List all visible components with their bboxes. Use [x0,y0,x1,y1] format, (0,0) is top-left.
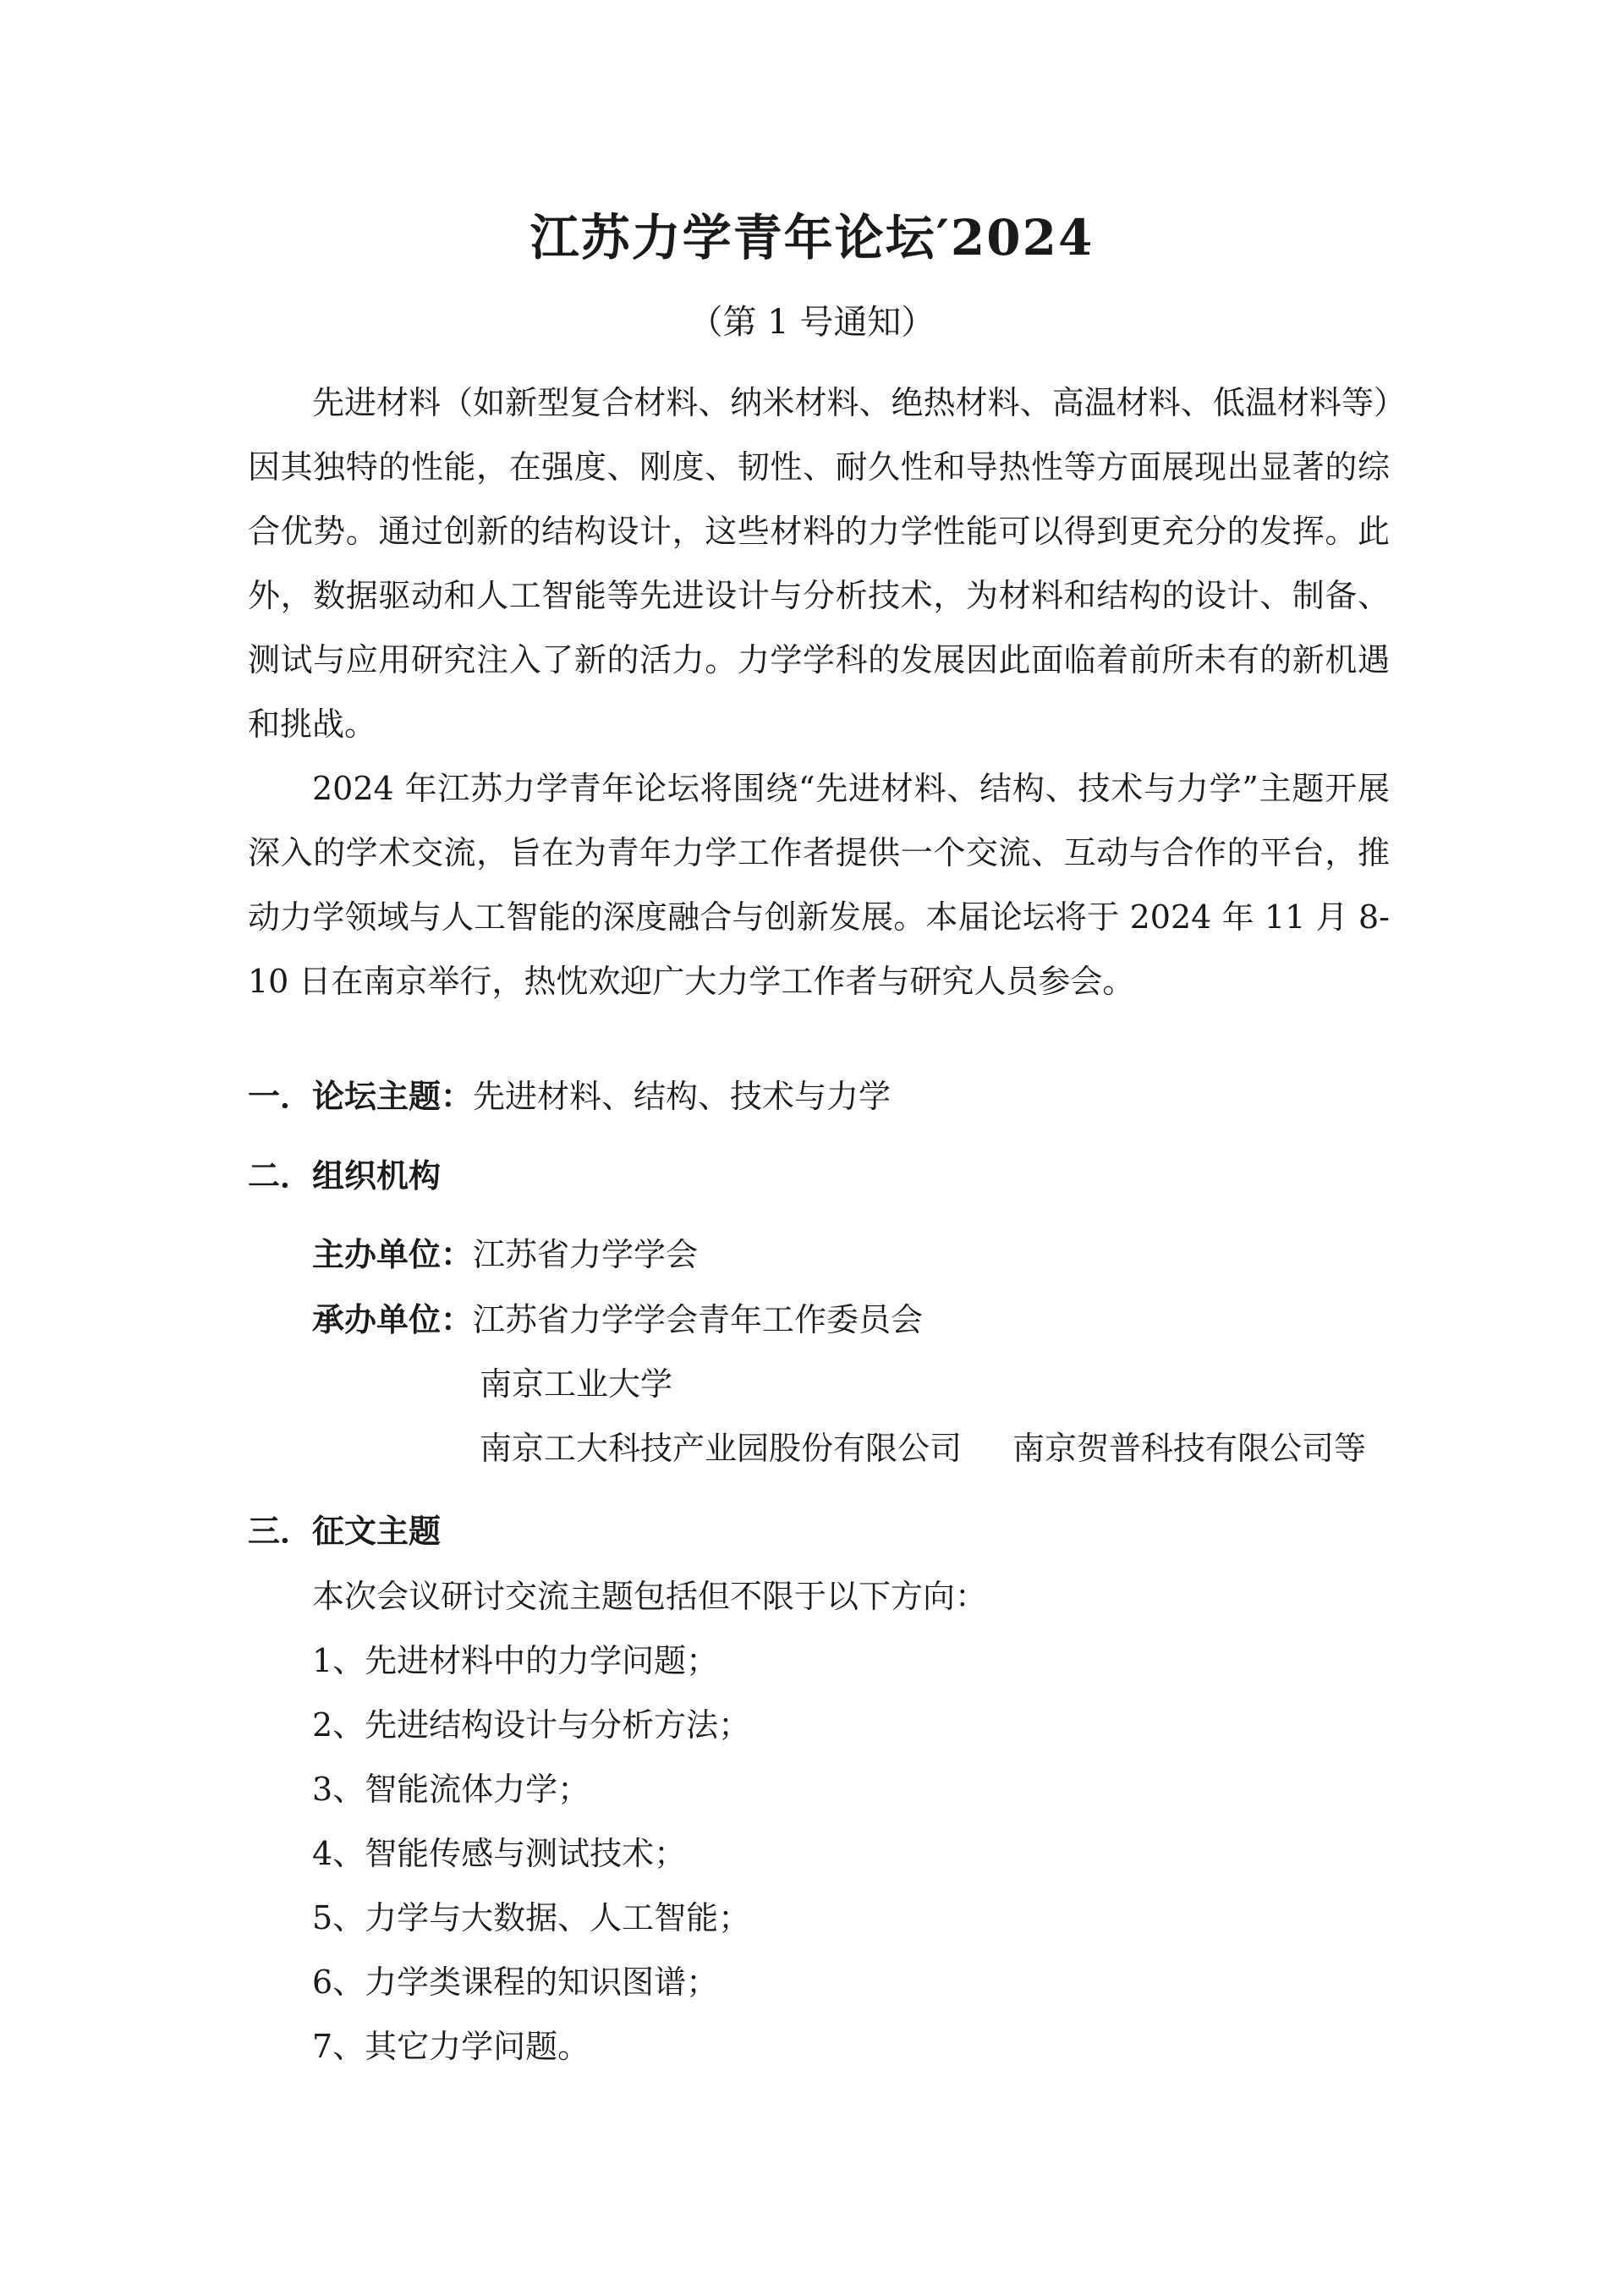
host-unit-value: 江苏省力学学会 [473,1236,699,1273]
list-item: 4、智能传感与测试技术； [312,1835,687,1872]
paper-topics-intro: 本次会议研讨交流主题包括但不限于以下方向： [312,1578,988,1615]
organizer-unit-value: 南京贺普科技有限公司等 [1012,1430,1367,1467]
list-item: 3、智能流体力学； [312,1771,590,1808]
organizer-unit-value: 南京工业大学 [480,1365,673,1403]
section-number: 一． [248,1077,313,1115]
document-subtitle: （第 1 号通知） [689,303,935,342]
organizer-unit-value: 江苏省力学学会青年工作委员会 [473,1301,924,1338]
intro-paragraph-1: 先进材料（如新型复合材料、纳米材料、绝热材料、高温材料、低温材料等）因其独特的性能，在强度、刚度、韧性、耐久性和导热性等方面展现出显著的综合优势。通过创新的结构设计，这些材料的力学性能可以得到更充分的发挥。此外，数据驱动和人工智能等先进设计与分析技术，为材料和结构的设计、制备、测试与应用研究注入了新的活力。力学学科的发展因此面临着前所未有的新机遇和挑战。 [248,384,1390,743]
section-heading: 论坛主题： [312,1077,474,1115]
list-item: 5、力学与大数据、人工智能； [312,1899,751,1936]
list-item: 7、其它力学问题。 [312,2028,590,2065]
list-item: 6、力学类课程的知识图谱； [312,1964,719,2001]
section-number: 二． [248,1156,313,1195]
organizer-unit-label: 承办单位： [312,1300,474,1338]
organizer-unit-row [312,1288,923,1352]
organizer-unit-row [480,1352,672,1416]
section-organization [248,1144,441,1208]
section-heading: 征文主题 [312,1512,442,1550]
section-forum-theme [248,1064,891,1129]
section-paper-topics [248,1499,441,1563]
intro-paragraph-2: 2024 年江苏力学青年论坛将围绕“先进材料、结构、技术与力学”主题开展深入的学术交流，旨在为青年力学工作者提供一个交流、互动与合作的平台，推动力学领域与人工智能的深度融合与创新发展。本届论坛将于 2024 年 11 月 8-10 日在南京举行，热忱欢迎广大力学工作者与研究人员参会。 [248,770,1390,1000]
list-item: 1、先进材料中的力学问题； [312,1642,719,1679]
host-unit-label: 主办单位： [312,1235,474,1273]
section-number: 三． [248,1512,313,1550]
organizer-unit-value: 南京工大科技产业园股份有限公司 [480,1430,963,1467]
organizer-unit-row [480,1416,1366,1480]
list-item: 2、先进结构设计与分析方法； [312,1706,751,1744]
host-unit-row [312,1222,698,1287]
section-heading: 组织机构 [312,1156,442,1195]
document-title: 江苏力学青年论坛′2024 [529,209,1095,266]
forum-theme-text: 先进材料、结构、技术与力学 [473,1078,892,1115]
